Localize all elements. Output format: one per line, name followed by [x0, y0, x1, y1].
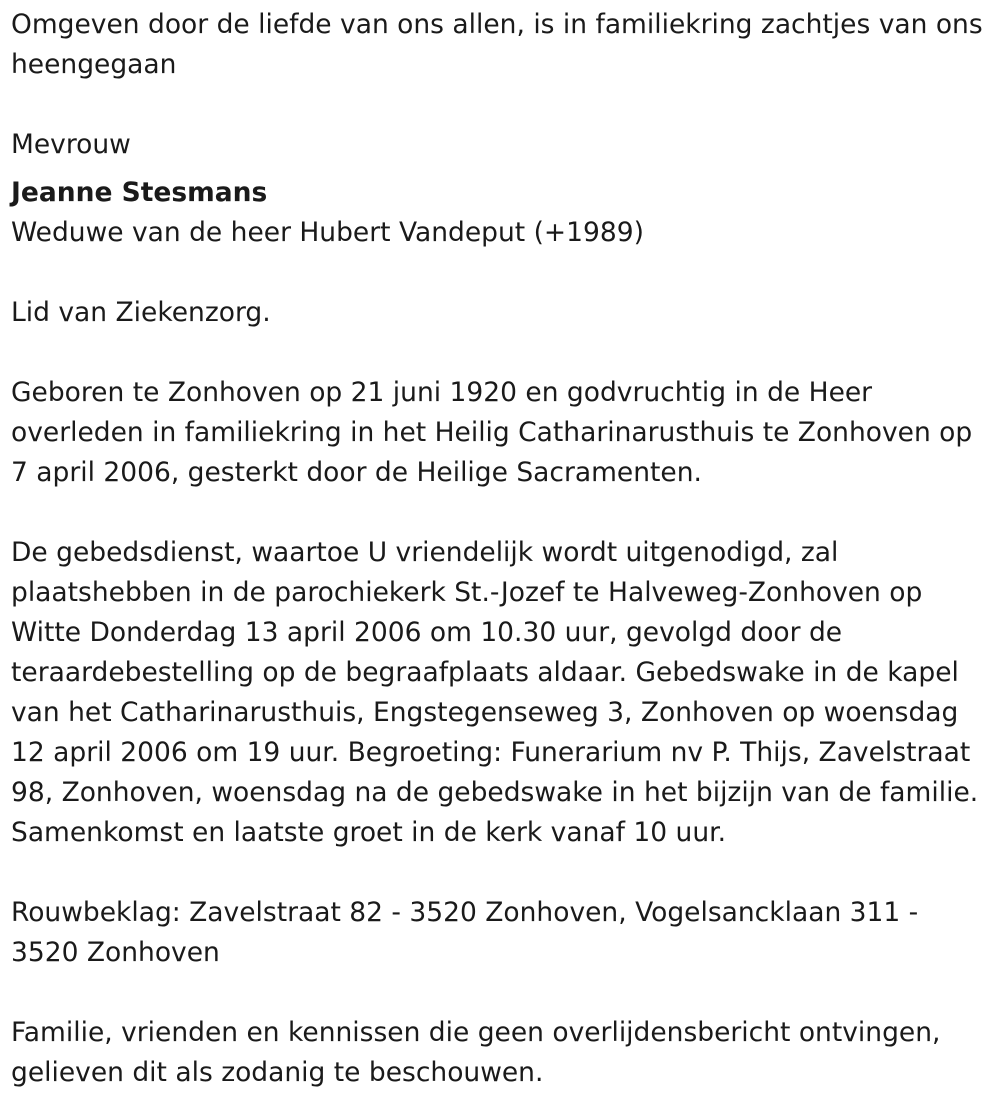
spouse-line: Weduwe van de heer Hubert Vandeput (+1989): [11, 217, 644, 248]
birth-death-paragraph: Geboren te Zonhoven op 21 juni 1920 en godvruchtig in de Heer overleden in familiekring in het Heilig Catharinarusthuis te Zonhoven op 7 april 2006, gesterkt door de Heilige Sacramenten.: [11, 377, 973, 488]
membership-line: Lid van Ziekenzorg.: [11, 297, 271, 328]
mourning-addresses: Rouwbeklag: Zavelstraat 82 - 3520 Zonhoven, Vogelsancklaan 311 - 3520 Zonhoven: [11, 897, 919, 968]
salutation: Mevrouw: [11, 129, 131, 160]
service-paragraph: De gebedsdienst, waartoe U vriendelijk wordt uitgenodigd, zal plaatshebben in de parochiekerk St.-Jozef te Halveweg-Zonhoven op Witte Donderdag 13 april 2006 om 10.30 uur, gevolgd door de teraardebestelling op de begraafplaats aldaar. Gebedswake in de kapel van het Catharinarusthuis, Engstegenseweg 3, Zonhoven op woensdag 12 april 2006 om 19 uur. Begroeting: Funerarium nv P. Thijs, Zavelstraat 98, Zonhoven, woensdag na de gebedswake in het bijzijn van de familie. Samenkomst en laatste groet in de kerk vanaf 10 uur.: [11, 537, 979, 848]
intro-text: Omgeven door de liefde van ons allen, is in familiekring zachtjes van ons heengegaan: [11, 9, 983, 80]
closing-paragraph: Familie, vrienden en kennissen die geen overlijdensbericht ontvingen, gelieven dit als zodanig te beschouwen.: [11, 1017, 941, 1088]
deceased-name: Jeanne Stesmans: [11, 177, 268, 208]
